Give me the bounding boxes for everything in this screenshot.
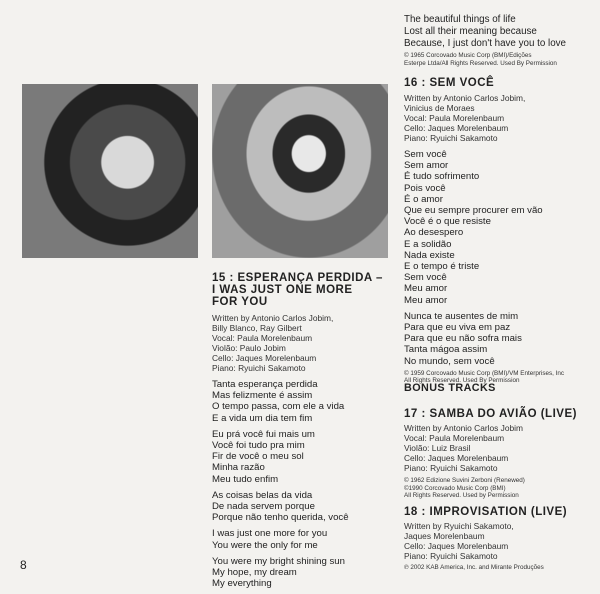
- top-right-lyrics: [404, 14, 594, 67]
- lyric-line: Nunca te ausentes de mim: [404, 310, 519, 322]
- lyric-line: Tanta mágoa assim: [404, 344, 488, 356]
- lyric-line: Você foi tudo pra mim: [212, 440, 305, 452]
- bonus-tracks-heading: BONUS TRACKS: [404, 382, 496, 394]
- credit-line: Vocal: Paula Morelenbaum: [212, 333, 313, 343]
- lyric-line: Nada existe: [404, 249, 455, 261]
- stanza: [404, 311, 594, 367]
- credit-line: Piano: Ryuichi Sakamoto: [404, 551, 498, 561]
- track-18: [404, 506, 594, 572]
- photo-portrait-woman: [22, 84, 198, 258]
- track-17-copyright: [404, 477, 594, 500]
- lyric-line: Meu amor: [404, 283, 448, 295]
- lyric-line: Para que eu não sofra mais: [404, 333, 522, 345]
- credit-line: Cello: Jaques Morelenbaum: [404, 541, 509, 551]
- lyric-line: I was just one more for you: [212, 528, 328, 540]
- lyric-line: Sem você: [404, 272, 447, 284]
- lyric-line: Porque não tenho querida, você: [212, 512, 349, 524]
- track-18-copyright: [404, 564, 594, 572]
- title-line: 15 : ESPERANÇA PERDIDA –: [212, 272, 383, 284]
- title-line: I WAS JUST ONE MORE: [212, 284, 353, 296]
- lyric-line: No mundo, sem você: [404, 355, 495, 367]
- lyric-line: Meu amor: [404, 294, 448, 306]
- copyright-line: ©1990 Corcovado Music Corp (BMI): [404, 484, 506, 492]
- copyright-line: © 1959 Corcovado Music Corp (BMI)/VM Enterprises, Inc: [404, 369, 565, 377]
- credit-line: Vinicius de Moraes: [404, 103, 475, 113]
- page-number: 8: [20, 558, 27, 572]
- lyric-line: De nada servem porque: [212, 501, 315, 513]
- lyric-line: Que eu sempre procurer em vão: [404, 205, 543, 217]
- stanza: [212, 490, 398, 524]
- lyric-line: O tempo passa, com ele a vida: [212, 401, 345, 413]
- title-line: FOR YOU: [212, 296, 268, 308]
- credit-line: Piano: Ryuichi Sakamoto: [404, 133, 498, 143]
- lyric-line: Pois você: [404, 182, 446, 194]
- copyright-line: All Rights Reserved. Used by Permission: [404, 492, 519, 500]
- lyric-line: You were the only for me: [212, 539, 318, 551]
- stanza: [212, 429, 398, 485]
- credit-line: Jaques Morelenbaum: [404, 531, 485, 541]
- photo-seated-woman: [212, 84, 388, 258]
- lyric-line: Because, I just don't have you to love: [404, 38, 566, 49]
- credit-line: Cello: Jaques Morelenbaum: [404, 123, 509, 133]
- track-15-lyrics: [212, 379, 398, 589]
- lyric-line: Meu tudo enfim: [212, 473, 279, 485]
- track-16-credits: [404, 93, 594, 143]
- copyright-line: Esterpe Ltda/All Rights Reserved. Used By Permission: [404, 59, 557, 67]
- track-17: [404, 408, 594, 500]
- credit-line: Piano: Ryuichi Sakamoto: [404, 463, 498, 473]
- track-16: [404, 77, 594, 385]
- credit-line: Violão: Luiz Brasil: [404, 443, 471, 453]
- credit-line: Written by Antonio Carlos Jobim: [404, 423, 524, 433]
- lyric-line: The beautiful things of life: [404, 14, 516, 25]
- lyric-line: Para que eu viva em paz: [404, 322, 511, 334]
- copyright-line: All Rights Reserved. Used By Permission: [404, 377, 520, 385]
- track-17-title: 17 : SAMBA DO AVIÃO (LIVE): [404, 408, 577, 420]
- lyric-line: My hope, my dream: [212, 567, 297, 579]
- credit-line: Vocal: Paula Morelenbaum: [404, 113, 505, 123]
- lyric-line: Minha razão: [212, 462, 265, 474]
- credit-line: Written by Ryuichi Sakamoto,: [404, 521, 514, 531]
- copyright-line: ℗ 2002 KAB America, Inc. and Mirante Produções: [404, 564, 544, 571]
- lyric-line: Eu prá você fui mais um: [212, 428, 315, 440]
- stanza: [404, 149, 594, 306]
- track-15: [212, 272, 398, 589]
- lyric-line: E a solidão: [404, 238, 452, 250]
- lyric-line: Sem você: [404, 149, 447, 160]
- credit-line: Written by Antonio Carlos Jobim,: [404, 93, 526, 103]
- stanza: [212, 379, 398, 424]
- track-18-credits: [404, 521, 594, 561]
- credit-line: Written by Antonio Carlos Jobim,: [212, 313, 334, 323]
- lyric-line: Tanta esperança perdida: [212, 379, 318, 390]
- lyric-line: Ao desespero: [404, 227, 464, 239]
- track-15-credits: [212, 313, 398, 373]
- credit-line: Billy Blanco, Ray Gilbert: [212, 323, 302, 333]
- lyric-line: É tudo sofrimento: [404, 171, 480, 183]
- stanza: [212, 556, 398, 590]
- lyric-line: My everything: [212, 578, 272, 590]
- lyric-line: You were my bright shining sun: [212, 555, 345, 567]
- track-16-title: 16 : SEM VOCÊ: [404, 77, 495, 89]
- credit-line: Violão: Paulo Jobim: [212, 343, 286, 353]
- track-16-lyrics: [404, 149, 594, 367]
- copyright-line: © 1962 Edizione Suvini Zerboni (Renewed): [404, 477, 525, 484]
- credit-line: Cello: Jaques Morelenbaum: [404, 453, 509, 463]
- lyric-line: Fir de você o meu sol: [212, 451, 304, 463]
- credit-line: Vocal: Paula Morelenbaum: [404, 433, 505, 443]
- track-18-title: 18 : IMPROVISATION (LIVE): [404, 506, 568, 518]
- track-17-credits: [404, 423, 594, 473]
- credit-line: Cello: Jaques Morelenbaum: [212, 353, 317, 363]
- lyric-line: Mas felizmente é assim: [212, 390, 313, 402]
- stanza: [212, 528, 398, 550]
- lyric-line: Sem amor: [404, 160, 449, 172]
- lyric-line: Lost all their meaning because: [404, 26, 537, 37]
- lyric-line: E o tempo é triste: [404, 261, 480, 273]
- lyric-line: É o amor: [404, 193, 443, 205]
- lyric-line: E a vida um dia tem fim: [212, 412, 313, 424]
- lyric-line: As coisas belas da vida: [212, 489, 313, 501]
- credit-line: Piano: Ryuichi Sakamoto: [212, 363, 306, 373]
- lyric-line: Você é o que resiste: [404, 216, 491, 228]
- track-15-title: [212, 272, 398, 308]
- copyright-line: © 1965 Corcovado Music Corp (BMI)/Edições: [404, 52, 532, 59]
